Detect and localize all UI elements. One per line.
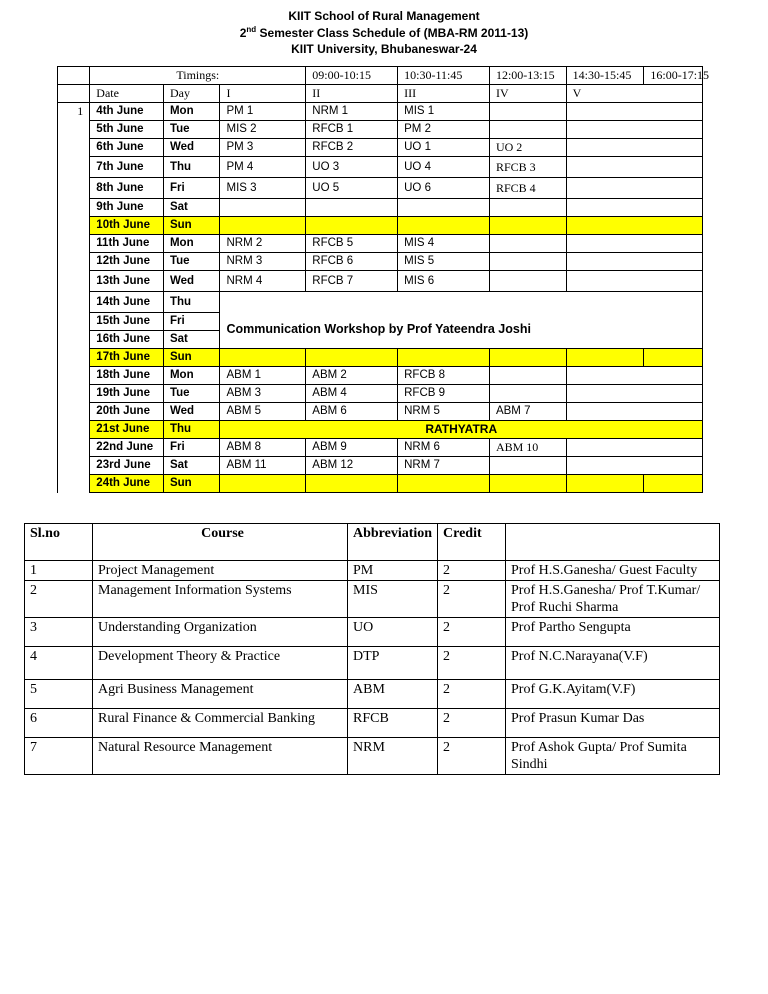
session-cell: RFCB 3 (489, 157, 566, 178)
session-cell: UO 6 (398, 178, 490, 199)
header-title: KIIT School of Rural Management (288, 9, 480, 23)
session-cell (566, 199, 702, 217)
session-cell (489, 103, 566, 121)
timings-label: Timings: (90, 67, 306, 85)
empty-slot (566, 349, 644, 367)
course-faculty: Prof H.S.Ganesha/ Prof T.Kumar/ Prof Ruchi Sharma (506, 581, 720, 618)
session-cell: NRM 1 (306, 103, 398, 121)
session-cell: MIS 3 (220, 178, 306, 199)
session-cell (566, 235, 702, 253)
row-marker (58, 475, 90, 493)
course-row (25, 561, 720, 581)
date-cell: 9th June (90, 199, 164, 217)
course-credit: 2 (438, 738, 506, 775)
day-cell: Fri (163, 178, 220, 199)
empty-slot (306, 349, 398, 367)
session-cell (566, 139, 702, 157)
schedule-row (58, 139, 703, 157)
date-cell: 20th June (90, 403, 164, 421)
session-cell: ABM 8 (220, 439, 306, 457)
empty-slot (398, 475, 490, 493)
date-cell: 7th June (90, 157, 164, 178)
schedule-row (58, 421, 703, 439)
date-cell: 11th June (90, 235, 164, 253)
session-cell: RFCB 5 (306, 235, 398, 253)
session-cell (566, 385, 702, 403)
course-slno: 7 (25, 738, 93, 775)
day-cell: Wed (163, 403, 220, 421)
empty-slot (644, 349, 703, 367)
header-semester-number: 2 (239, 26, 247, 40)
session-cell: ABM 7 (489, 403, 566, 421)
course-row (25, 647, 720, 680)
period-header-row (58, 85, 703, 103)
session-cell: RFCB 7 (306, 271, 398, 292)
course-slno: 2 (25, 581, 93, 618)
period-1: I (220, 85, 306, 103)
course-row (25, 709, 720, 738)
date-cell: 19th June (90, 385, 164, 403)
course-name: Project Management (93, 561, 348, 581)
course-faculty: Prof Partho Sengupta (506, 618, 720, 647)
header-semester-suffix: nd (246, 25, 257, 34)
slot-time-5: 16:00-17:15 (644, 67, 703, 85)
session-cell (306, 217, 398, 235)
day-cell: Fri (163, 313, 220, 331)
blank-cell (58, 67, 90, 85)
course-header-5 (506, 524, 720, 561)
row-marker (58, 271, 90, 292)
day-cell: Sun (163, 217, 220, 235)
empty-slot (398, 349, 490, 367)
day-cell: Tue (163, 253, 220, 271)
course-row (25, 738, 720, 775)
empty-slot (489, 475, 566, 493)
course-abbreviation: NRM (348, 738, 438, 775)
session-cell (566, 103, 702, 121)
session-cell: NRM 4 (220, 271, 306, 292)
course-row (25, 680, 720, 709)
schedule-row (58, 367, 703, 385)
day-cell: Thu (163, 421, 220, 439)
course-faculty: Prof H.S.Ganesha/ Guest Faculty (506, 561, 720, 581)
session-cell (566, 403, 702, 421)
empty-slot (489, 349, 566, 367)
session-cell: MIS 1 (398, 103, 490, 121)
course-header-2: Course (93, 524, 348, 561)
session-cell (398, 217, 490, 235)
session-cell (566, 271, 702, 292)
course-credit: 2 (438, 561, 506, 581)
date-cell: 10th June (90, 217, 164, 235)
class-schedule-table (57, 66, 710, 493)
session-cell: RFCB 8 (398, 367, 490, 385)
empty-slot (566, 475, 644, 493)
course-abbreviation: DTP (348, 647, 438, 680)
day-cell: Sat (163, 199, 220, 217)
row-marker (58, 121, 90, 139)
row-marker (58, 403, 90, 421)
session-cell (489, 253, 566, 271)
course-header-3: Abbreviation (348, 524, 438, 561)
day-cell: Thu (163, 292, 220, 313)
course-list-table (24, 523, 720, 775)
timings-row (58, 67, 703, 85)
row-marker (58, 139, 90, 157)
session-cell: NRM 6 (398, 439, 490, 457)
day-cell: Mon (163, 235, 220, 253)
schedule-row (58, 253, 703, 271)
day-cell: Wed (163, 139, 220, 157)
empty-slot (220, 349, 306, 367)
course-credit: 2 (438, 581, 506, 618)
date-cell: 22nd June (90, 439, 164, 457)
session-cell: ABM 12 (306, 457, 398, 475)
session-cell: PM 4 (220, 157, 306, 178)
session-cell (566, 157, 702, 178)
course-name: Management Information Systems (93, 581, 348, 618)
session-cell: UO 5 (306, 178, 398, 199)
session-cell: ABM 6 (306, 403, 398, 421)
session-cell (489, 385, 566, 403)
schedule-row (58, 385, 703, 403)
row-marker (58, 457, 90, 475)
course-header-1: Sl.no (25, 524, 93, 561)
course-row (25, 618, 720, 647)
day-cell: Sun (163, 349, 220, 367)
schedule-row (58, 457, 703, 475)
session-cell (220, 199, 306, 217)
row-marker (58, 217, 90, 235)
date-cell: 4th June (90, 103, 164, 121)
session-cell: UO 1 (398, 139, 490, 157)
course-header-4: Credit (438, 524, 506, 561)
period-2: II (306, 85, 398, 103)
session-cell (489, 217, 566, 235)
schedule-row (58, 403, 703, 421)
session-cell (566, 367, 702, 385)
session-cell (489, 235, 566, 253)
day-cell: Mon (163, 103, 220, 121)
session-cell: RFCB 2 (306, 139, 398, 157)
course-credit: 2 (438, 647, 506, 680)
day-cell: Thu (163, 157, 220, 178)
course-slno: 5 (25, 680, 93, 709)
course-faculty: Prof Ashok Gupta/ Prof Sumita Sindhi (506, 738, 720, 775)
date-cell: 12th June (90, 253, 164, 271)
course-name: Natural Resource Management (93, 738, 348, 775)
session-cell: MIS 4 (398, 235, 490, 253)
session-cell: ABM 11 (220, 457, 306, 475)
course-credit: 2 (438, 680, 506, 709)
blank-cell (58, 85, 90, 103)
course-faculty: Prof Prasun Kumar Das (506, 709, 720, 738)
course-slno: 6 (25, 709, 93, 738)
rathyatra-cell: RATHYATRA (220, 421, 703, 439)
course-row (25, 581, 720, 618)
period-3: III (398, 85, 490, 103)
date-cell: 15th June (90, 313, 164, 331)
session-cell (306, 199, 398, 217)
schedule-row (58, 235, 703, 253)
row-marker (58, 235, 90, 253)
period-5: V (566, 85, 702, 103)
slot-time-1: 09:00-10:15 (306, 67, 398, 85)
schedule-row (58, 271, 703, 292)
date-cell: 18th June (90, 367, 164, 385)
session-cell: ABM 5 (220, 403, 306, 421)
date-cell: 5th June (90, 121, 164, 139)
session-cell: ABM 10 (489, 439, 566, 457)
date-cell: 6th June (90, 139, 164, 157)
schedule-row (58, 292, 703, 313)
row-marker (58, 157, 90, 178)
schedule-row (58, 439, 703, 457)
course-credit: 2 (438, 618, 506, 647)
date-cell: 24th June (90, 475, 164, 493)
day-cell: Sat (163, 331, 220, 349)
row-marker (58, 421, 90, 439)
course-abbreviation: ABM (348, 680, 438, 709)
date-cell: 16th June (90, 331, 164, 349)
schedule-row (58, 157, 703, 178)
session-cell (489, 199, 566, 217)
day-cell: Sat (163, 457, 220, 475)
session-cell (220, 217, 306, 235)
row-marker (58, 253, 90, 271)
date-cell: 8th June (90, 178, 164, 199)
session-cell: ABM 9 (306, 439, 398, 457)
session-cell: PM 1 (220, 103, 306, 121)
date-cell: 23rd June (90, 457, 164, 475)
day-cell: Fri (163, 439, 220, 457)
day-cell: Mon (163, 367, 220, 385)
session-cell: PM 3 (220, 139, 306, 157)
session-cell (566, 439, 702, 457)
course-header-row (25, 524, 720, 561)
session-cell (489, 457, 566, 475)
session-cell: UO 2 (489, 139, 566, 157)
session-cell: RFCB 6 (306, 253, 398, 271)
course-abbreviation: PM (348, 561, 438, 581)
course-slno: 1 (25, 561, 93, 581)
row-marker (58, 178, 90, 199)
row-marker (58, 199, 90, 217)
course-slno: 4 (25, 647, 93, 680)
day-header: Day (163, 85, 220, 103)
session-cell (566, 217, 702, 235)
session-cell (566, 457, 702, 475)
header-semester-text: Semester Class Schedule of (MBA-RM 2011-13) (256, 26, 529, 40)
header-subtitle (0, 25, 768, 41)
row-marker (58, 385, 90, 403)
session-cell: NRM 5 (398, 403, 490, 421)
empty-slot (220, 475, 306, 493)
row-marker: 1 (58, 103, 90, 121)
course-abbreviation: MIS (348, 581, 438, 618)
course-faculty: Prof G.K.Ayitam(V.F) (506, 680, 720, 709)
date-header: Date (90, 85, 164, 103)
session-cell (566, 121, 702, 139)
schedule-row (58, 217, 703, 235)
session-cell: RFCB 4 (489, 178, 566, 199)
course-credit: 2 (438, 709, 506, 738)
row-marker (58, 349, 90, 367)
session-cell: ABM 1 (220, 367, 306, 385)
row-marker (58, 367, 90, 385)
schedule-row (58, 178, 703, 199)
session-cell: RFCB 1 (306, 121, 398, 139)
course-abbreviation: UO (348, 618, 438, 647)
session-cell: MIS 5 (398, 253, 490, 271)
day-cell: Tue (163, 385, 220, 403)
period-4: IV (489, 85, 566, 103)
schedule-row (58, 475, 703, 493)
session-cell (566, 178, 702, 199)
date-cell: 14th June (90, 292, 164, 313)
course-name: Understanding Organization (93, 618, 348, 647)
course-abbreviation: RFCB (348, 709, 438, 738)
session-cell: NRM 3 (220, 253, 306, 271)
slot-time-2: 10:30-11:45 (398, 67, 490, 85)
session-cell: NRM 7 (398, 457, 490, 475)
workshop-cell: Communication Workshop by Prof Yateendra Joshi (220, 292, 703, 349)
row-marker (58, 313, 90, 331)
session-cell (566, 253, 702, 271)
header-university: KIIT University, Bhubaneswar-24 (291, 42, 477, 56)
row-marker (58, 292, 90, 313)
session-cell: RFCB 9 (398, 385, 490, 403)
row-marker (58, 331, 90, 349)
course-name: Rural Finance & Commercial Banking (93, 709, 348, 738)
course-faculty: Prof N.C.Narayana(V.F) (506, 647, 720, 680)
session-cell (398, 199, 490, 217)
day-cell: Wed (163, 271, 220, 292)
schedule-row (58, 103, 703, 121)
empty-slot (644, 475, 703, 493)
session-cell: ABM 2 (306, 367, 398, 385)
course-name: Development Theory & Practice (93, 647, 348, 680)
day-cell: Sun (163, 475, 220, 493)
row-marker (58, 439, 90, 457)
session-cell: ABM 3 (220, 385, 306, 403)
course-slno: 3 (25, 618, 93, 647)
date-cell: 21st June (90, 421, 164, 439)
schedule-row (58, 121, 703, 139)
session-cell: PM 2 (398, 121, 490, 139)
session-cell: MIS 6 (398, 271, 490, 292)
session-cell: UO 4 (398, 157, 490, 178)
slot-time-4: 14:30-15:45 (566, 67, 644, 85)
date-cell: 13th June (90, 271, 164, 292)
session-cell: ABM 4 (306, 385, 398, 403)
schedule-row (58, 349, 703, 367)
session-cell (489, 367, 566, 385)
session-cell (489, 271, 566, 292)
course-name: Agri Business Management (93, 680, 348, 709)
session-cell (489, 121, 566, 139)
day-cell: Tue (163, 121, 220, 139)
session-cell: NRM 2 (220, 235, 306, 253)
slot-time-3: 12:00-13:15 (489, 67, 566, 85)
date-cell: 17th June (90, 349, 164, 367)
session-cell: MIS 2 (220, 121, 306, 139)
empty-slot (306, 475, 398, 493)
schedule-row (58, 199, 703, 217)
session-cell: UO 3 (306, 157, 398, 178)
